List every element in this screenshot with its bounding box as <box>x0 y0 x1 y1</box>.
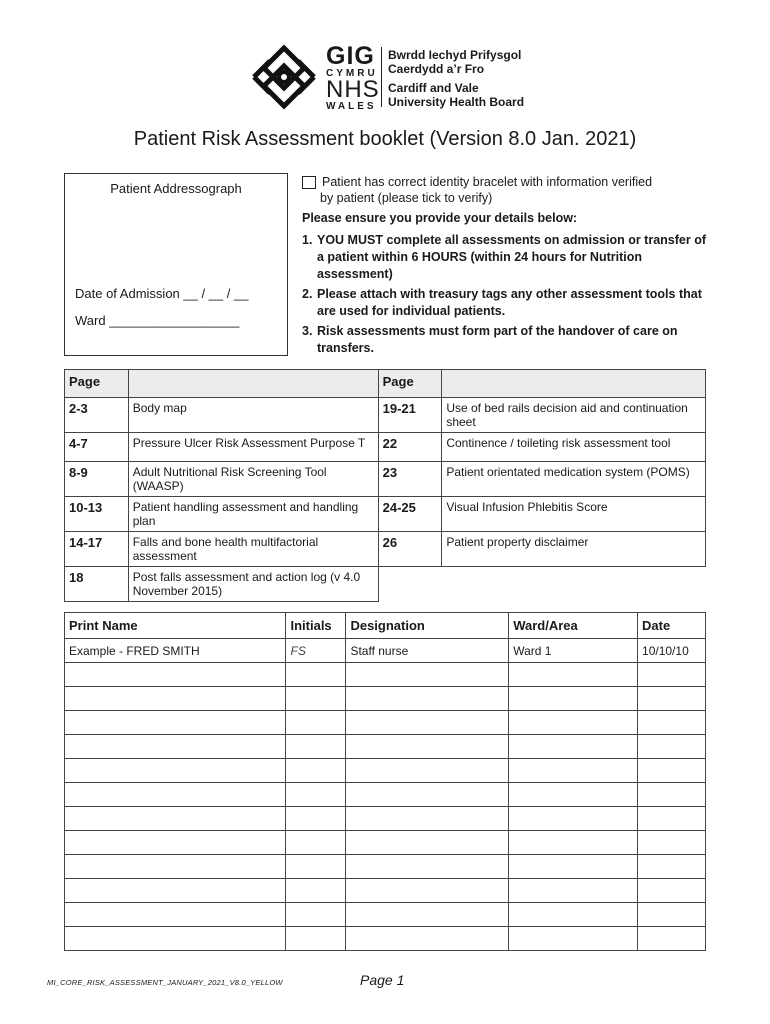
checkbox-label-line-2: by patient (please tick to verify) <box>320 191 493 205</box>
instruction-number: 3. <box>302 324 313 338</box>
org-welsh-line-1: Bwrdd Iechyd Prifysgol <box>388 48 522 62</box>
table-row <box>65 663 706 687</box>
table-row <box>65 497 706 532</box>
date-field[interactable] <box>638 807 706 831</box>
header-print-name: Print Name <box>65 613 286 639</box>
designation-field[interactable] <box>346 663 509 687</box>
print-name-field[interactable] <box>65 831 286 855</box>
index-header-desc-right <box>442 370 706 398</box>
page-number-cell: 18 <box>65 567 129 602</box>
logo-nhs: NHS <box>326 76 380 103</box>
print-name-field[interactable] <box>65 879 286 903</box>
instruction-list <box>302 232 712 360</box>
date-field[interactable] <box>638 879 706 903</box>
example-date: 10/10/10 <box>638 639 706 663</box>
table-row <box>65 687 706 711</box>
print-name-field[interactable] <box>65 663 286 687</box>
assessment-cell: Patient property disclaimer <box>442 532 706 567</box>
ward-area-field[interactable] <box>509 855 638 879</box>
instruction-text: Risk assessments must form part of the handover of care on transfers. <box>317 324 678 355</box>
print-name-field[interactable] <box>65 903 286 927</box>
document-code: MI_CORE_RISK_ASSESSMENT_JANUARY_2021_V8.0_YELLOW <box>47 978 283 987</box>
table-row <box>65 567 706 602</box>
logo-cymru: CYMRU <box>326 68 378 79</box>
assessment-cell: Falls and bone health multifactorial assessment <box>128 532 378 567</box>
header-date: Date <box>638 613 706 639</box>
staff-signature-table <box>64 612 706 951</box>
print-name-field[interactable] <box>65 783 286 807</box>
empty-cell <box>378 567 442 602</box>
health-board-name <box>388 48 538 109</box>
ensure-details-heading: Please ensure you provide your details below: <box>302 211 578 225</box>
initials-field[interactable] <box>286 687 346 711</box>
instruction-text: Please attach with treasury tags any other assessment tools that are used for individual patients. <box>317 287 702 318</box>
instruction-item <box>302 232 712 283</box>
designation-field[interactable] <box>346 927 509 951</box>
designation-field[interactable] <box>346 711 509 735</box>
page-number-cell: 14-17 <box>65 532 129 567</box>
table-row <box>65 735 706 759</box>
initials-field[interactable] <box>286 879 346 903</box>
assessment-cell: Visual Infusion Phlebitis Score <box>442 497 706 532</box>
page-number-cell: 22 <box>378 433 442 462</box>
assessment-cell: Patient orientated medication system (POMS) <box>442 462 706 497</box>
header-ward-area: Ward/Area <box>509 613 638 639</box>
celtic-knot-icon <box>246 44 322 110</box>
instruction-item <box>302 323 712 357</box>
print-name-field[interactable] <box>65 855 286 879</box>
designation-field[interactable] <box>346 855 509 879</box>
table-row <box>65 462 706 497</box>
ward-area-field[interactable] <box>509 663 638 687</box>
print-name-field[interactable] <box>65 735 286 759</box>
page-number: Page 1 <box>360 972 405 988</box>
initials-field[interactable] <box>286 807 346 831</box>
title-main: Patient Risk Assessment booklet <box>133 128 424 150</box>
signature-header-row <box>65 613 706 639</box>
title-version: (Version 8.0 Jan. 2021) <box>429 128 637 150</box>
date-field[interactable] <box>638 903 706 927</box>
table-row <box>65 927 706 951</box>
page-number-cell: 8-9 <box>65 462 129 497</box>
table-row <box>65 807 706 831</box>
designation-field[interactable] <box>346 879 509 903</box>
ward-area-field[interactable] <box>509 735 638 759</box>
header-designation: Designation <box>346 613 509 639</box>
example-initials: FS <box>286 639 346 663</box>
logo-divider <box>381 47 382 107</box>
print-name-field[interactable] <box>65 687 286 711</box>
designation-field[interactable] <box>346 831 509 855</box>
table-row <box>65 855 706 879</box>
index-header-desc-left <box>128 370 378 398</box>
date-field[interactable] <box>638 735 706 759</box>
assessment-cell: Patient handling assessment and handling plan <box>128 497 378 532</box>
ward-field[interactable]: Ward __________________ <box>75 313 240 328</box>
org-english-line-2: University Health Board <box>388 95 525 109</box>
date-field[interactable] <box>638 663 706 687</box>
example-print-name: Example - FRED SMITH <box>65 639 286 663</box>
table-row <box>65 759 706 783</box>
index-header-page-left: Page <box>65 370 129 398</box>
index-header-row <box>65 370 706 398</box>
ward-area-field[interactable] <box>509 783 638 807</box>
identity-bracelet-checkbox[interactable] <box>302 176 316 189</box>
table-row <box>65 532 706 567</box>
index-header-page-right: Page <box>378 370 442 398</box>
designation-field[interactable] <box>346 903 509 927</box>
initials-field[interactable] <box>286 831 346 855</box>
table-row <box>65 783 706 807</box>
print-name-field[interactable] <box>65 927 286 951</box>
assessment-cell: Pressure Ulcer Risk Assessment Purpose T <box>128 433 378 462</box>
initials-field[interactable] <box>286 855 346 879</box>
page-number-cell: 4-7 <box>65 433 129 462</box>
instruction-number: 1. <box>302 233 313 247</box>
example-ward: Ward 1 <box>509 639 638 663</box>
instruction-item <box>302 286 712 320</box>
assessment-cell: Continence / toileting risk assessment tool <box>442 433 706 462</box>
initials-field[interactable] <box>286 735 346 759</box>
date-field[interactable] <box>638 783 706 807</box>
page-number-cell: 2-3 <box>65 398 129 433</box>
designation-field[interactable] <box>346 687 509 711</box>
date-field[interactable] <box>638 831 706 855</box>
print-name-field[interactable] <box>65 711 286 735</box>
empty-cell <box>442 567 706 602</box>
ward-area-field[interactable] <box>509 831 638 855</box>
initials-field[interactable] <box>286 711 346 735</box>
patient-addressograph-box[interactable] <box>64 173 288 356</box>
date-field[interactable] <box>638 759 706 783</box>
addressograph-title: Patient Addressograph <box>110 181 242 196</box>
initials-field[interactable] <box>286 759 346 783</box>
table-row <box>65 433 706 462</box>
assessment-index-table <box>64 369 706 602</box>
assessment-cell: Adult Nutritional Risk Screening Tool (WAASP) <box>128 462 378 497</box>
assessment-cell: Post falls assessment and action log (v 4.0 November 2015) <box>128 567 378 602</box>
initials-field[interactable] <box>286 927 346 951</box>
table-row <box>65 831 706 855</box>
page-title <box>0 128 770 151</box>
designation-field[interactable] <box>346 783 509 807</box>
assessment-cell: Use of bed rails decision aid and continuation sheet <box>442 398 706 433</box>
designation-field[interactable] <box>346 735 509 759</box>
instruction-number: 2. <box>302 287 313 301</box>
ward-area-field[interactable] <box>509 807 638 831</box>
print-name-field[interactable] <box>65 807 286 831</box>
instruction-text: YOU MUST complete all assessments on admission or transfer of a patient within 6 HOURS (within 24 hours for Nutrition assessment) <box>317 233 706 281</box>
designation-field[interactable] <box>346 759 509 783</box>
table-row <box>65 711 706 735</box>
table-row <box>65 903 706 927</box>
ward-area-field[interactable] <box>509 903 638 927</box>
designation-field[interactable] <box>346 807 509 831</box>
page-number-cell: 23 <box>378 462 442 497</box>
ward-area-field[interactable] <box>509 927 638 951</box>
date-of-admission-field[interactable]: Date of Admission __ / __ / __ <box>75 286 249 301</box>
date-field[interactable] <box>638 711 706 735</box>
identity-bracelet-check <box>302 174 712 206</box>
header-initials: Initials <box>286 613 346 639</box>
date-field[interactable] <box>638 855 706 879</box>
logo-wales: WALES <box>326 101 377 112</box>
page-number-cell: 24-25 <box>378 497 442 532</box>
checkbox-label-line-1: Patient has correct identity bracelet with information verified <box>322 175 653 189</box>
example-row <box>65 639 706 663</box>
table-row <box>65 879 706 903</box>
date-field[interactable] <box>638 927 706 951</box>
date-field[interactable] <box>638 687 706 711</box>
nhs-wales-logo <box>246 44 536 110</box>
assessment-cell: Body map <box>128 398 378 433</box>
org-english-line-1: Cardiff and Vale <box>388 81 479 95</box>
page-number-cell: 10-13 <box>65 497 129 532</box>
page-number-cell: 19-21 <box>378 398 442 433</box>
logo-gig: GIG <box>326 42 375 70</box>
page-number-cell: 26 <box>378 532 442 567</box>
print-name-field[interactable] <box>65 759 286 783</box>
table-row <box>65 398 706 433</box>
ward-area-field[interactable] <box>509 759 638 783</box>
ward-area-field[interactable] <box>509 687 638 711</box>
example-designation: Staff nurse <box>346 639 509 663</box>
initials-field[interactable] <box>286 903 346 927</box>
initials-field[interactable] <box>286 663 346 687</box>
ward-area-field[interactable] <box>509 879 638 903</box>
initials-field[interactable] <box>286 783 346 807</box>
org-welsh-line-2: Caerdydd a’r Fro <box>388 62 485 76</box>
ward-area-field[interactable] <box>509 711 638 735</box>
